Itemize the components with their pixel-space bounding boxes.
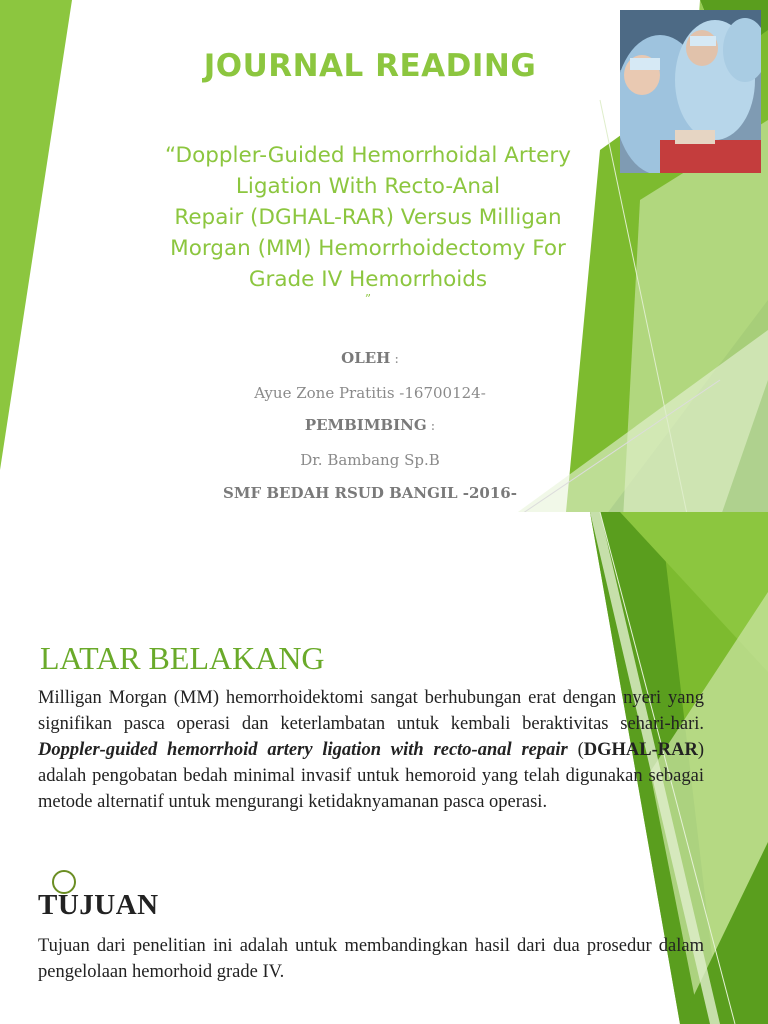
journal-title-line: Ligation With Recto-Anal (235, 174, 501, 199)
by-label: OLEH (341, 349, 391, 367)
advisor-name: Dr. Bambang Sp.B (300, 451, 440, 469)
slide-title: JOURNAL READING (203, 48, 537, 84)
background-paragraph (38, 685, 704, 815)
background-text-part: ( (567, 740, 584, 760)
journal-title (128, 140, 608, 295)
institution: SMF BEDAH RSUD BANGIL -2016- (223, 484, 517, 502)
journal-title-line: Repair (DGHAL-RAR) Versus Milligan (174, 205, 562, 230)
background-text-part: Milligan Morgan (MM) hemorrhoidektomi sangat berhubungan erat dengan nyeri yang signifikan pasca operasi dan keterlambatan untuk kembali beraktivitas sehari-hari. (38, 688, 704, 734)
section-heading-background: LATAR BELAKANG (40, 640, 325, 676)
advisor-label: PEMBIMBING (304, 416, 427, 434)
background-text-italic: Doppler-guided hemorrhoid artery ligation with recto-anal repair (38, 740, 568, 760)
advisor-label-suffix: : (426, 419, 436, 434)
author-name: Ayue Zone Pratitis -16700124- (254, 384, 486, 402)
section-heading-purpose: TUJUAN (38, 889, 159, 921)
advisor-label-row (130, 416, 610, 434)
background-text-part: ) adalah pengobatan bedah minimal invasif untuk hemoroid yang telah digunakan sebagai metode alternatif untuk mengurangi ketidaknyamanan pasca operasi. (38, 740, 704, 812)
journal-title-line: “Doppler-Guided Hemorrhoidal Artery (165, 143, 571, 168)
purpose-paragraph: Tujuan dari penelitian ini adalah untuk membandingkan hasil dari dua prosedur dalam pengelolaan hemorhoid grade IV. (38, 936, 704, 982)
by-label-row (130, 349, 610, 367)
background-slide (0, 512, 768, 1024)
by-label-suffix: : (390, 352, 399, 367)
background-text-bold: DGHAL-RAR (583, 740, 698, 760)
journal-title-close-quote: ” (364, 292, 372, 306)
journal-title-line: Morgan (MM) Hemorrhoidectomy For (170, 236, 566, 261)
surgery-photo (620, 10, 761, 173)
surgeons-operating-photo-icon (620, 10, 761, 173)
journal-title-line: Grade IV Hemorrhoids (248, 267, 488, 292)
